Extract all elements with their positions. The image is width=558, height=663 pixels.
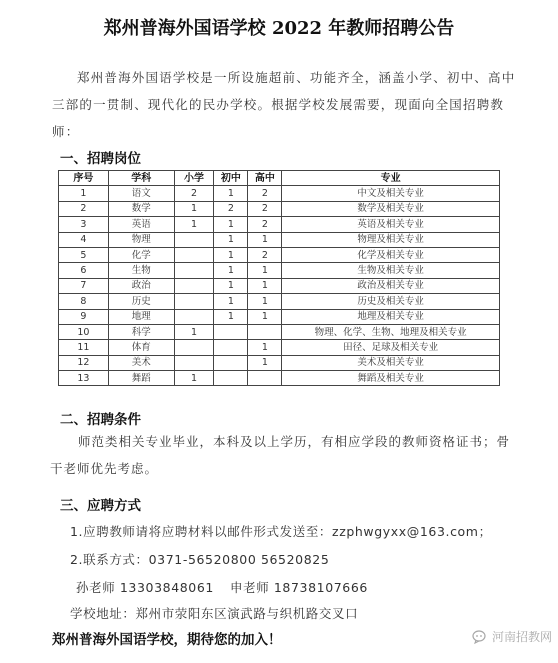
column-header: 学科: [108, 171, 174, 186]
table-cell: 5: [59, 247, 109, 262]
table-row: [59, 355, 500, 370]
table-cell: 舞蹈: [108, 371, 174, 386]
table-row: [59, 309, 500, 324]
table-cell: 生物: [108, 263, 174, 278]
table-cell: [174, 355, 214, 370]
table-cell: 3: [59, 217, 109, 232]
table-cell: 历史: [108, 294, 174, 309]
table-cell: 中文及相关专业: [282, 186, 500, 201]
phone-line: 2.联系方式：0371-56520800 56520825: [70, 552, 330, 567]
table-row: [59, 324, 500, 339]
table-cell: 13: [59, 371, 109, 386]
table-cell: 美术及相关专业: [282, 355, 500, 370]
table-cell: [214, 340, 248, 355]
table-cell: 1: [214, 217, 248, 232]
table-body: [59, 186, 500, 386]
column-header: 序号: [59, 171, 109, 186]
table-row: [59, 247, 500, 262]
table-cell: 1: [214, 263, 248, 278]
table-cell: [174, 340, 214, 355]
table-cell: 地理: [108, 309, 174, 324]
column-header: 专业: [282, 171, 500, 186]
positions-table: [58, 170, 500, 386]
table-cell: 物理及相关专业: [282, 232, 500, 247]
table-cell: 1: [214, 247, 248, 262]
table-cell: 田径、足球及相关专业: [282, 340, 500, 355]
table-cell: [214, 355, 248, 370]
table-cell: 1: [248, 278, 282, 293]
table-cell: 1: [214, 278, 248, 293]
table-cell: 8: [59, 294, 109, 309]
table-row: [59, 278, 500, 293]
school-address: 学校地址：郑州市荥阳东区演武路与织机路交叉口: [70, 606, 359, 621]
table-row: [59, 186, 500, 201]
table-cell: 12: [59, 355, 109, 370]
section-requirements-heading: 二、招聘条件: [60, 412, 141, 428]
section-positions-heading: 一、招聘岗位: [60, 151, 141, 167]
closing-line: 郑州普海外国语学校，期待您的加入！: [52, 632, 282, 648]
table-cell: 2: [214, 201, 248, 216]
contact-shen: 申老师 18738107666: [230, 580, 368, 595]
table-row: [59, 294, 500, 309]
watermark: [472, 628, 552, 645]
table-cell: 1: [214, 309, 248, 324]
table-cell: 美术: [108, 355, 174, 370]
table-cell: 1: [174, 324, 214, 339]
table-cell: 9: [59, 309, 109, 324]
table-cell: 7: [59, 278, 109, 293]
table-cell: 2: [248, 186, 282, 201]
table-cell: [174, 309, 214, 324]
table-cell: 1: [174, 201, 214, 216]
table-cell: 1: [248, 232, 282, 247]
table-cell: 1: [248, 355, 282, 370]
table-cell: 1: [174, 371, 214, 386]
table-cell: 历史及相关专业: [282, 294, 500, 309]
table-cell: 1: [174, 217, 214, 232]
table-cell: [214, 324, 248, 339]
requirements-paragraph: 师范类相关专业毕业，本科及以上学历，有相应学段的教师资格证书；骨干老师优先考虑。: [50, 434, 511, 476]
table-cell: [174, 247, 214, 262]
table-cell: 1: [248, 309, 282, 324]
section-application-heading: 三、应聘方式: [60, 498, 141, 514]
table-cell: 科学: [108, 324, 174, 339]
table-cell: 2: [248, 201, 282, 216]
table-cell: [248, 324, 282, 339]
table-cell: 2: [59, 201, 109, 216]
table-cell: [174, 294, 214, 309]
table-cell: 生物及相关专业: [282, 263, 500, 278]
column-header: 小学: [174, 171, 214, 186]
table-cell: 政治及相关专业: [282, 278, 500, 293]
table-cell: 1: [214, 232, 248, 247]
table-cell: 语文: [108, 186, 174, 201]
table-cell: 10: [59, 324, 109, 339]
table-cell: 2: [174, 186, 214, 201]
table-cell: 11: [59, 340, 109, 355]
column-header: 高中: [248, 171, 282, 186]
table-cell: 1: [248, 263, 282, 278]
table-cell: [174, 232, 214, 247]
table-cell: [248, 371, 282, 386]
table-row: [59, 232, 500, 247]
table-cell: 1: [248, 294, 282, 309]
table-cell: 1: [59, 186, 109, 201]
table-cell: 英语及相关专业: [282, 217, 500, 232]
table-cell: 4: [59, 232, 109, 247]
table-cell: 1: [248, 340, 282, 355]
table-cell: 物理、化学、生物、地理及相关专业: [282, 324, 500, 339]
table-cell: 2: [248, 217, 282, 232]
table-cell: [214, 371, 248, 386]
watermark-text: 河南招教网: [491, 630, 552, 644]
table-cell: 地理及相关专业: [282, 309, 500, 324]
table-row: [59, 340, 500, 355]
contact-sun: 孙老师 13303848061: [76, 580, 214, 595]
table-cell: 1: [214, 186, 248, 201]
table-cell: 2: [248, 247, 282, 262]
page-title: 郑州普海外国语学校 2022 年教师招聘公告: [103, 18, 455, 39]
table-cell: 英语: [108, 217, 174, 232]
table-row: [59, 201, 500, 216]
table-cell: 数学: [108, 201, 174, 216]
table-cell: 政治: [108, 278, 174, 293]
table-cell: 1: [214, 294, 248, 309]
table-cell: 体育: [108, 340, 174, 355]
table-row: [59, 217, 500, 232]
table-cell: [174, 263, 214, 278]
table-cell: [174, 278, 214, 293]
table-cell: 化学及相关专业: [282, 247, 500, 262]
chat-bubble-icon: [472, 629, 488, 645]
column-header: 初中: [214, 171, 248, 186]
table-cell: 数学及相关专业: [282, 201, 500, 216]
email-line: 1.应聘教师请将应聘材料以邮件形式发送至：zzphwgyxx@163.com；: [70, 524, 492, 539]
table-row: [59, 263, 500, 278]
table-header-row: [59, 171, 500, 186]
intro-paragraph: 郑州普海外国语学校是一所设施超前、功能齐全，涵盖小学、初中、高中三部的一贯制、现代化的民办学校。根据学校发展需要，现面向全国招聘教师：: [52, 70, 516, 139]
table-cell: 物理: [108, 232, 174, 247]
table-cell: 6: [59, 263, 109, 278]
table-row: [59, 371, 500, 386]
table-cell: 化学: [108, 247, 174, 262]
table-cell: 舞蹈及相关专业: [282, 371, 500, 386]
